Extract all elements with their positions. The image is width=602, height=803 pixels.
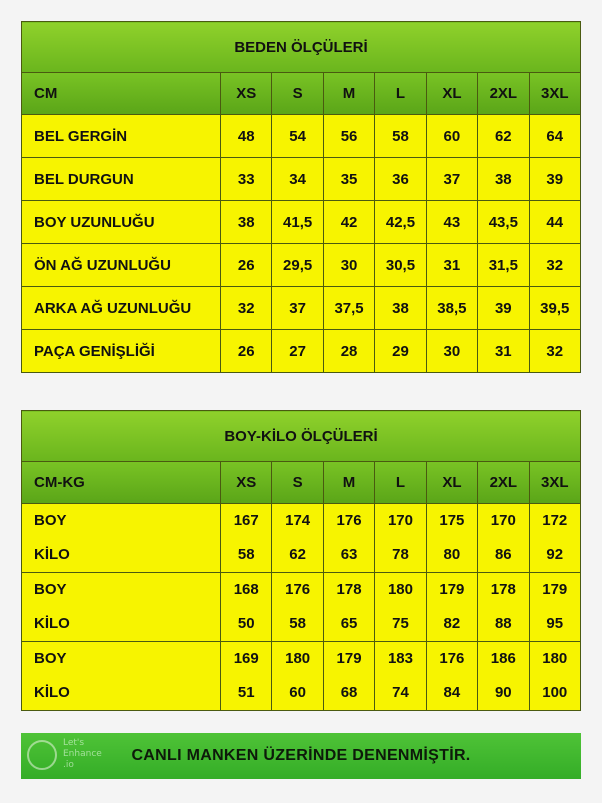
size-header: XS <box>221 462 272 504</box>
boy-label: BOY <box>34 512 67 529</box>
cell: 29 <box>375 330 426 373</box>
boy-value: 178 <box>336 581 362 598</box>
cell: 39,5 <box>529 287 580 330</box>
kilo-value: 51 <box>237 684 255 701</box>
cell: 31 <box>426 244 477 287</box>
cell: 42 <box>323 201 374 244</box>
boy-value: 176 <box>336 512 362 529</box>
cell: 31,5 <box>478 244 529 287</box>
size-header: S <box>272 73 323 115</box>
cell <box>375 504 426 573</box>
kilo-value: 65 <box>340 615 358 632</box>
cell: 33 <box>221 158 272 201</box>
cell <box>323 642 374 711</box>
kilo-value: 88 <box>494 615 512 632</box>
size-header: XL <box>426 462 477 504</box>
cell <box>221 504 272 573</box>
boy-value: 176 <box>285 581 311 598</box>
body-measurements-table <box>21 21 581 373</box>
boy-value: 174 <box>285 512 311 529</box>
boy-value: 186 <box>490 650 516 667</box>
boy-value: 179 <box>542 581 568 598</box>
cell: 60 <box>426 115 477 158</box>
cell <box>529 573 580 642</box>
kilo-value: 92 <box>546 546 564 563</box>
cell: 32 <box>221 287 272 330</box>
cell: 56 <box>323 115 374 158</box>
cell: 35 <box>323 158 374 201</box>
kilo-value: 90 <box>494 684 512 701</box>
size-header: XL <box>426 73 477 115</box>
size-header: XS <box>221 73 272 115</box>
cell: 48 <box>221 115 272 158</box>
cell <box>529 642 580 711</box>
kilo-value: 75 <box>392 615 409 632</box>
watermark <box>27 736 102 776</box>
table-title: BEDEN ÖLÇÜLERİ <box>22 22 581 73</box>
cell: 54 <box>272 115 323 158</box>
cell <box>221 642 272 711</box>
kilo-value: 84 <box>443 684 461 701</box>
cell: 26 <box>221 244 272 287</box>
table-row <box>22 287 581 330</box>
kilo-value: 95 <box>546 615 564 632</box>
cell: 62 <box>478 115 529 158</box>
footer-banner <box>21 733 581 779</box>
cell: 27 <box>272 330 323 373</box>
row-label: ARKA AĞ UZUNLUĞU <box>22 287 221 330</box>
kilo-value: 74 <box>392 684 409 701</box>
cell: 26 <box>221 330 272 373</box>
boy-value: 179 <box>439 581 465 598</box>
cell: 38,5 <box>426 287 477 330</box>
cell: 42,5 <box>375 201 426 244</box>
boy-value: 172 <box>542 512 568 529</box>
size-header: L <box>375 73 426 115</box>
cell <box>478 504 529 573</box>
cell <box>478 573 529 642</box>
cell: 31 <box>478 330 529 373</box>
cell: 32 <box>529 330 580 373</box>
boy-value: 169 <box>233 650 259 667</box>
cell: 37 <box>272 287 323 330</box>
cell: 34 <box>272 158 323 201</box>
header-row <box>22 73 581 115</box>
cell: 30 <box>323 244 374 287</box>
cell <box>323 573 374 642</box>
boy-value: 179 <box>336 650 362 667</box>
row-label <box>22 573 221 642</box>
kilo-value: 100 <box>542 684 568 701</box>
cell <box>375 642 426 711</box>
cell: 58 <box>375 115 426 158</box>
boy-value: 180 <box>387 581 413 598</box>
cell: 36 <box>375 158 426 201</box>
boy-value: 180 <box>542 650 568 667</box>
kilo-value: 58 <box>289 615 306 632</box>
footer-text: CANLI MANKEN ÜZERİNDE DENENMİŞTİR. <box>131 747 471 764</box>
kilo-value: 78 <box>392 546 409 563</box>
size-header: S <box>272 462 323 504</box>
cell: 41,5 <box>272 201 323 244</box>
kilo-value: 50 <box>237 615 255 632</box>
kilo-value: 68 <box>340 684 358 701</box>
cell <box>272 504 323 573</box>
boy-label: BOY <box>34 650 67 667</box>
boy-value: 175 <box>439 512 465 529</box>
cell <box>426 504 477 573</box>
kilo-value: 62 <box>289 546 306 563</box>
cell: 44 <box>529 201 580 244</box>
table-row-group <box>22 642 581 711</box>
size-header: 2XL <box>478 462 529 504</box>
table-row-group <box>22 504 581 573</box>
cell: 37,5 <box>323 287 374 330</box>
kilo-value: 86 <box>494 546 512 563</box>
size-header: M <box>323 462 374 504</box>
watermark-line: Enhance <box>63 749 102 759</box>
boy-value: 180 <box>285 650 311 667</box>
boy-value: 178 <box>490 581 516 598</box>
cell: 43 <box>426 201 477 244</box>
kilo-label: KİLO <box>34 546 70 563</box>
cell: 32 <box>529 244 580 287</box>
row-label <box>22 504 221 573</box>
cell <box>272 642 323 711</box>
row-label: PAÇA GENİŞLİĞİ <box>22 330 221 373</box>
kilo-value: 58 <box>237 546 255 563</box>
cell <box>221 573 272 642</box>
cell: 39 <box>529 158 580 201</box>
cell <box>323 504 374 573</box>
row-label: BOY UZUNLUĞU <box>22 201 221 244</box>
cell <box>375 573 426 642</box>
cell <box>426 642 477 711</box>
header-row <box>22 462 581 504</box>
row-label: ÖN AĞ UZUNLUĞU <box>22 244 221 287</box>
cell: 30 <box>426 330 477 373</box>
size-header: 3XL <box>529 73 580 115</box>
table-row <box>22 330 581 373</box>
table-row <box>22 115 581 158</box>
cell <box>529 504 580 573</box>
table-row <box>22 244 581 287</box>
boy-label: BOY <box>34 581 67 598</box>
watermark-line: Let's <box>63 738 85 748</box>
cell: 30,5 <box>375 244 426 287</box>
height-weight-table <box>21 410 581 711</box>
watermark-line: .io <box>63 760 74 770</box>
boy-value: 167 <box>233 512 259 529</box>
kilo-label: KİLO <box>34 615 70 632</box>
cell: 38 <box>221 201 272 244</box>
row-label <box>22 642 221 711</box>
table-row <box>22 201 581 244</box>
corner-label: CM-KG <box>22 462 221 504</box>
cell: 64 <box>529 115 580 158</box>
size-header: 2XL <box>478 73 529 115</box>
boy-value: 170 <box>490 512 516 529</box>
cell <box>426 573 477 642</box>
kilo-value: 82 <box>443 615 461 632</box>
kilo-value: 80 <box>443 546 461 563</box>
table-row-group <box>22 573 581 642</box>
cell: 38 <box>375 287 426 330</box>
boy-value: 183 <box>387 650 413 667</box>
kilo-label: KİLO <box>34 684 70 701</box>
boy-value: 168 <box>233 581 259 598</box>
kilo-value: 60 <box>289 684 306 701</box>
cell <box>272 573 323 642</box>
table-title: BOY-KİLO ÖLÇÜLERİ <box>22 411 581 462</box>
boy-value: 176 <box>439 650 465 667</box>
kilo-value: 63 <box>340 546 358 563</box>
row-label: BEL GERGİN <box>22 115 221 158</box>
cell: 43,5 <box>478 201 529 244</box>
cell: 37 <box>426 158 477 201</box>
cell <box>478 642 529 711</box>
cell: 28 <box>323 330 374 373</box>
table-row <box>22 158 581 201</box>
size-header: 3XL <box>529 462 580 504</box>
cell: 29,5 <box>272 244 323 287</box>
boy-value: 170 <box>387 512 413 529</box>
cell: 38 <box>478 158 529 201</box>
cell: 39 <box>478 287 529 330</box>
size-header: M <box>323 73 374 115</box>
size-header: L <box>375 462 426 504</box>
circle-logo-icon <box>27 740 57 770</box>
row-label: BEL DURGUN <box>22 158 221 201</box>
corner-label: CM <box>22 73 221 115</box>
watermark-text <box>63 738 102 771</box>
